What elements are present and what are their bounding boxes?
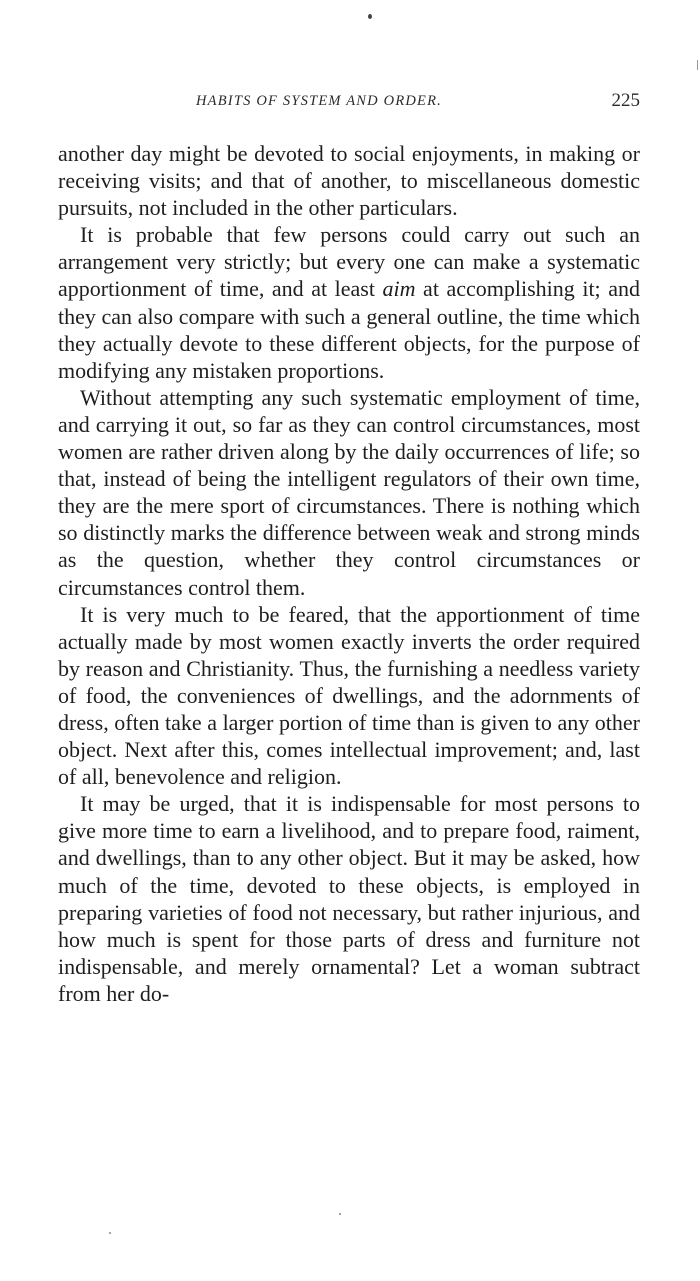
paragraph: Without attempting any such systematic employment of time, and carrying it out, so far as they can control circumstances, most women are rather driven along by the daily occurrences of life; so that, instead of being the intelligent regulators of their own time, they are the mere sport of circumstances. There is nothing which so distinctly marks the difference between weak and strong minds as the question, whether they control circumstances or circumstances control them.: [58, 384, 640, 600]
paragraph: It is very much to be feared, that the apportionment of time actually made by most women exactly inverts the order required by reason and Christianity. Thus, the furnishing a needless variety of food, the conveniences of dwellings, and the adornments of dress, often take a larger portion of time than is given to any other object. Next after this, comes intellectual improvement; and, last of all, benevolence and religion.: [58, 601, 640, 790]
page-edge-mark: [697, 60, 698, 70]
paragraph: It is probable that few persons could carry out such an arrangement very strictly; but every one can make a systematic apportionment of time, and at least aim at accomplishing it; and they can also compare with such a general outline, the time which they actually devote to these different objects, for the purpose of modifying any mistaken proportions.: [58, 222, 640, 383]
ink-speck: [339, 1213, 341, 1215]
ink-speck: [368, 14, 372, 19]
body-text: [58, 140, 640, 1007]
ink-speck: [109, 1232, 111, 1234]
running-title: HABITS OF SYSTEM AND ORDER.: [196, 93, 442, 109]
running-head: [58, 90, 640, 117]
page-number: 225: [611, 90, 640, 111]
emphasized-word: aim: [382, 276, 416, 302]
paragraph: another day might be devoted to social enjoyments, in making or receiving visits; and that of another, to miscellaneous domestic pursuits, not included in the other particulars.: [58, 141, 640, 221]
paragraph: It may be urged, that it is indispensable for most persons to give more time to earn a livelihood, and to prepare food, raiment, and dwellings, than to any other object. But it may be asked, how much of the time, devoted to these objects, is employed in preparing varieties of food not necessary, but rather injurious, and how much is spent for those parts of dress and furniture not indispensable, and merely ornamental? Let a woman subtract from her do-: [58, 791, 640, 1006]
